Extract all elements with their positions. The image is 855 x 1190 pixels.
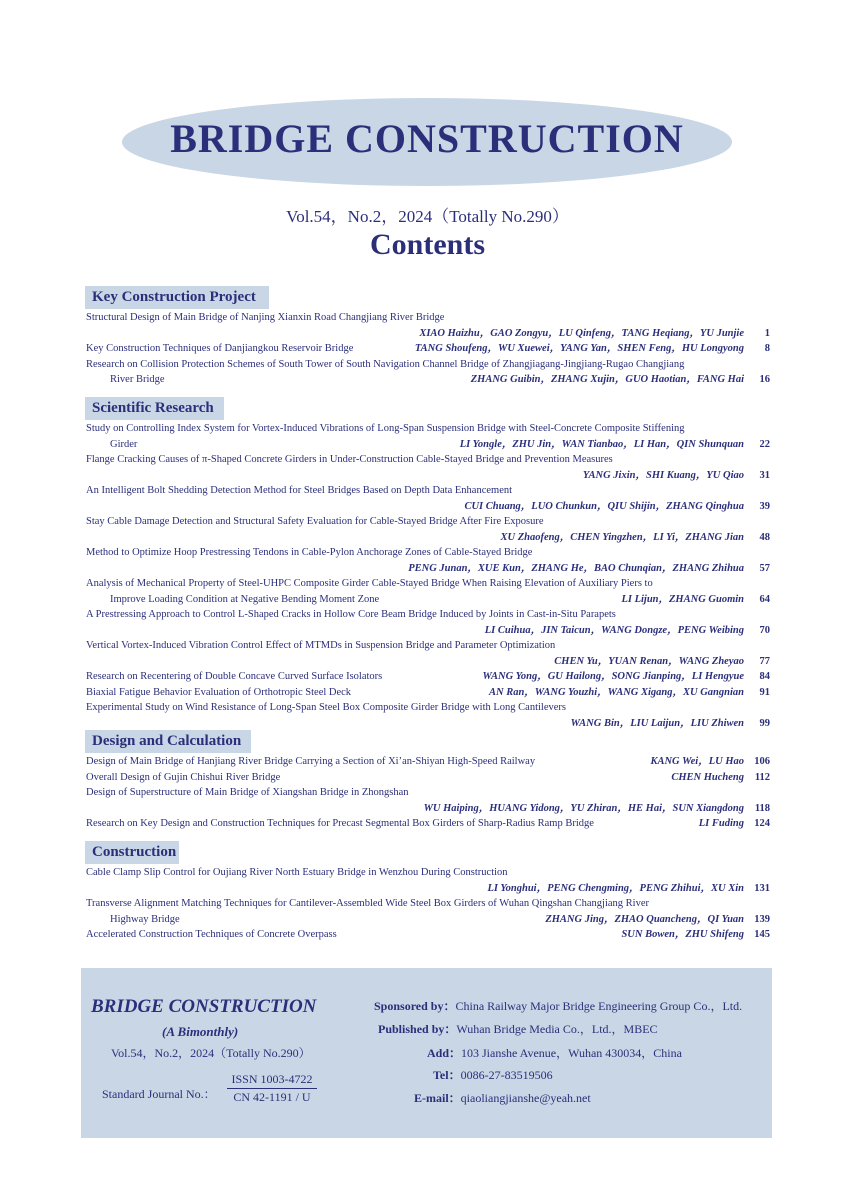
article-title: Structural Design of Main Bridge of Nanjing Xianxin Road Changjiang River Bridge — [86, 312, 445, 323]
article-title: Key Construction Techniques of Danjiangkou Reservoir Bridge — [86, 343, 354, 354]
toc-entry[interactable] — [86, 357, 770, 373]
page-number: 112 — [754, 771, 770, 783]
article-authors: CHEN Hucheng — [671, 771, 744, 783]
toc-entry[interactable] — [86, 452, 770, 468]
article-authors: AN Ran，WANG Youzhi，WANG Xigang，XU Gangnian — [489, 686, 744, 698]
article-title: A Prestressing Approach to Control L-Shaped Cracks in Hollow Core Beam Bridge Induced by Joints in Cast-in-Situ Parapets — [86, 609, 616, 620]
article-title: Design of Main Bridge of Hanjiang River Bridge Carrying a Section of Xi’an-Shiyan High-Speed Railway — [86, 756, 536, 767]
toc-entry[interactable] — [86, 685, 770, 701]
article-authors: LI Cuihua，JIN Taicun，WANG Dongze，PENG Weibing — [484, 624, 744, 636]
page-number: 106 — [754, 756, 770, 767]
toc-entry[interactable] — [86, 545, 770, 561]
sponsored-by: Sponsored by：China Railway Major Bridge Engineering Group Co.，Ltd. — [374, 999, 743, 1013]
article-authors: TANG Shoufeng，WU Xuewei，YANG Yan，SHEN Feng，HU Longyong — [414, 343, 744, 354]
article-authors: LI Lijun，ZHANG Guomin — [621, 593, 744, 605]
article-title: Design of Superstructure of Main Bridge of Xiangshan Bridge in Zhongshan — [86, 787, 409, 798]
fraction-line — [227, 1088, 317, 1089]
article-title: Research on Key Design and Construction Techniques for Precast Segmental Box Girders of Sharp-Radius Ramp Bridge — [86, 818, 594, 829]
article-title: Experimental Study on Wind Resistance of Long-Span Steel Box Composite Girder Bridge with Long Cantilevers — [86, 702, 566, 713]
footer-volume: Vol.54，No.2，2024（Totally No.290） — [111, 1046, 311, 1060]
article-authors: CUI Chuang，LUO Chunkun，QIU Shijin，ZHANG Qinghua — [464, 500, 744, 512]
article-authors: PENG Junan，XUE Kun，ZHANG He，BAO Chunqian，ZHANG Zhihua — [408, 562, 744, 574]
standard-journal-label: Standard Journal No.： — [102, 1087, 216, 1101]
toc-entry[interactable] — [86, 669, 770, 685]
contents-title: Contents — [369, 228, 485, 261]
toc-entry[interactable] — [86, 514, 770, 530]
article-title: Transverse Alignment Matching Techniques for Cantilever-Assembled Wide Steel Box Girders of Wuhan Qingshan Changjiang River — [86, 898, 649, 909]
article-authors: KANG Wei，LU Hao — [650, 756, 744, 767]
article-title: Vertical Vortex-Induced Vibration Control Effect of MTMDs in Suspension Bridge and Parameter Optimization — [86, 640, 556, 651]
page-number: 31 — [759, 469, 770, 481]
page-number: 131 — [754, 882, 770, 894]
article-authors: WANG Yong，GU Hailong，SONG Jianping，LI Hengyue — [482, 671, 744, 682]
toc-entry[interactable] — [86, 326, 770, 342]
article-title: Accelerated Construction Techniques of Concrete Overpass — [86, 929, 337, 940]
article-title: Cable Clamp Slip Control for Oujiang River North Estuary Bridge in Wenzhou During Construction — [86, 867, 508, 878]
published-by: Published by：Wuhan Bridge Media Co.，Ltd.，MBEC — [378, 1022, 658, 1036]
article-authors: WU Haiping，HUANG Yidong，YU Zhiran，HE Hai，SUN Xiangdong — [423, 802, 744, 814]
page-number: 1 — [764, 327, 770, 339]
page-number: 84 — [759, 671, 770, 682]
toc-entry[interactable] — [86, 638, 770, 654]
section-heading: Construction — [85, 841, 179, 864]
toc-entry[interactable] — [86, 592, 770, 608]
toc-entry[interactable] — [86, 881, 770, 897]
toc-entry[interactable] — [86, 785, 770, 801]
article-title: Stay Cable Damage Detection and Structural Safety Evaluation for Cable-Stayed Bridge After Fire Exposure — [86, 516, 544, 527]
article-authors: ZHANG Jing，ZHAO Quancheng，QI Yuan — [545, 913, 744, 925]
toc-entry[interactable] — [86, 754, 770, 770]
toc-entry[interactable] — [86, 700, 770, 716]
toc-entry[interactable] — [86, 341, 770, 357]
page-number: 91 — [759, 686, 770, 698]
toc-entry[interactable] — [86, 654, 770, 670]
article-title: Study on Controlling Index System for Vortex-Induced Vibrations of Long-Span Suspension Bridge with Steel-Concrete Composite Stiffening — [86, 423, 685, 434]
toc-entry[interactable] — [86, 927, 770, 943]
toc-entry[interactable] — [86, 530, 770, 546]
page-number: 99 — [759, 717, 770, 729]
toc-entry[interactable] — [86, 816, 770, 832]
page-number: 64 — [759, 593, 770, 605]
publication-info-box — [81, 968, 772, 1138]
toc-entry[interactable] — [86, 623, 770, 639]
article-authors: LI Fuding — [698, 818, 744, 829]
toc-entry[interactable] — [86, 483, 770, 499]
toc-entry[interactable] — [86, 561, 770, 577]
article-title: Flange Cracking Causes of π-Shaped Concrete Girders in Under-Construction Cable-Stayed Bridge and Prevention Measures — [86, 454, 613, 465]
toc-entry[interactable] — [86, 576, 770, 592]
page-number: 70 — [759, 624, 770, 636]
article-title: River Bridge — [110, 374, 165, 385]
page-number: 48 — [759, 531, 770, 543]
toc-entry[interactable] — [86, 421, 770, 437]
article-authors: LI Yonghui，PENG Chengming，PENG Zhihui，XU Xin — [487, 882, 744, 894]
article-authors: LI Yongle，ZHU Jin，WAN Tianbao，LI Han，QIN Shunquan — [459, 438, 744, 450]
article-authors: WANG Bin，LIU Laijun，LIU Zhiwen — [570, 717, 744, 729]
footer-journal-title: BRIDGE CONSTRUCTION — [91, 996, 317, 1017]
page-number: 77 — [759, 655, 770, 667]
article-authors: YANG Jixin，SHI Kuang，YU Qiao — [582, 469, 744, 481]
page-number: 124 — [754, 818, 770, 829]
journal-title: BRIDGE CONSTRUCTION — [170, 116, 684, 161]
toc-entry[interactable] — [86, 607, 770, 623]
article-authors: XU Zhaofeng，CHEN Yingzhen，LI Yi，ZHANG Jian — [500, 531, 744, 543]
footer-frequency: (A Bimonthly) — [162, 1024, 239, 1039]
toc-entry[interactable] — [86, 372, 770, 388]
article-title: Analysis of Mechanical Property of Steel-UHPC Composite Girder Cable-Stayed Bridge When Raising Elevation of Auxiliary Piers to — [86, 578, 653, 589]
page-number: 118 — [754, 802, 770, 814]
article-title: Research on Recentering of Double Concave Curved Surface Isolators — [86, 671, 383, 682]
email: E-mail：qiaoliangjianshe@yeah.net — [414, 1091, 591, 1105]
article-title: Girder — [110, 438, 138, 450]
toc-entry[interactable] — [86, 468, 770, 484]
journal-numbers — [227, 1072, 317, 1105]
page-number: 139 — [754, 913, 770, 925]
article-authors: XIAO Haizhu，GAO Zongyu，LU Qinfeng，TANG Heqiang，YU Junjie — [419, 327, 744, 339]
telephone: Tel：0086-27-83519506 — [433, 1068, 553, 1082]
toc-entry[interactable] — [86, 801, 770, 817]
article-authors: ZHANG Guibin，ZHANG Xujin，GUO Haotian，FANG Hai — [470, 374, 744, 385]
section-heading: Design and Calculation — [85, 730, 251, 753]
page-number: 145 — [754, 929, 770, 940]
page-number: 57 — [759, 562, 770, 574]
toc-entry[interactable] — [86, 310, 770, 326]
page-number: 22 — [759, 438, 770, 450]
toc-entry[interactable] — [86, 770, 770, 786]
toc-entry[interactable] — [86, 865, 770, 881]
toc-entry[interactable] — [86, 437, 770, 453]
page-number: 8 — [764, 343, 770, 354]
toc-entry[interactable] — [86, 499, 770, 515]
page-number: 16 — [759, 374, 770, 385]
section-heading: Key Construction Project — [85, 286, 269, 309]
toc-entry[interactable] — [86, 896, 770, 912]
article-title: Research on Collision Protection Schemes of South Tower of South Navigation Channel Bridge of Zhangjiagang-Jingjiang-Rugao Changjiang — [86, 358, 685, 370]
cn-number: CN 42-1191 / U — [233, 1090, 311, 1104]
issue-info: Vol.54，No.2，2024（Totally No.290） — [286, 207, 569, 226]
page-number: 39 — [759, 500, 770, 512]
article-authors: SUN Bowen，ZHU Shifeng — [621, 929, 744, 940]
article-title: Biaxial Fatigue Behavior Evaluation of Orthotropic Steel Deck — [86, 686, 352, 698]
article-title: Improve Loading Condition at Negative Bending Moment Zone — [110, 593, 380, 605]
toc-entry[interactable] — [86, 912, 770, 928]
article-title: Overall Design of Gujin Chishui River Bridge — [86, 771, 281, 783]
article-title: Highway Bridge — [110, 913, 180, 925]
article-title: Method to Optimize Hoop Prestressing Tendons in Cable-Pylon Anchorage Zones of Cable-Stayed Bridge — [86, 547, 533, 558]
article-title: An Intelligent Bolt Shedding Detection Method for Steel Bridges Based on Depth Data Enhancement — [86, 485, 513, 496]
article-authors: CHEN Yu，YUAN Renan，WANG Zheyao — [554, 655, 744, 667]
address: Add：103 Jianshe Avenue，Wuhan 430034，China — [427, 1046, 682, 1060]
issn: ISSN 1003-4722 — [231, 1072, 313, 1086]
section-heading: Scientific Research — [85, 397, 224, 420]
